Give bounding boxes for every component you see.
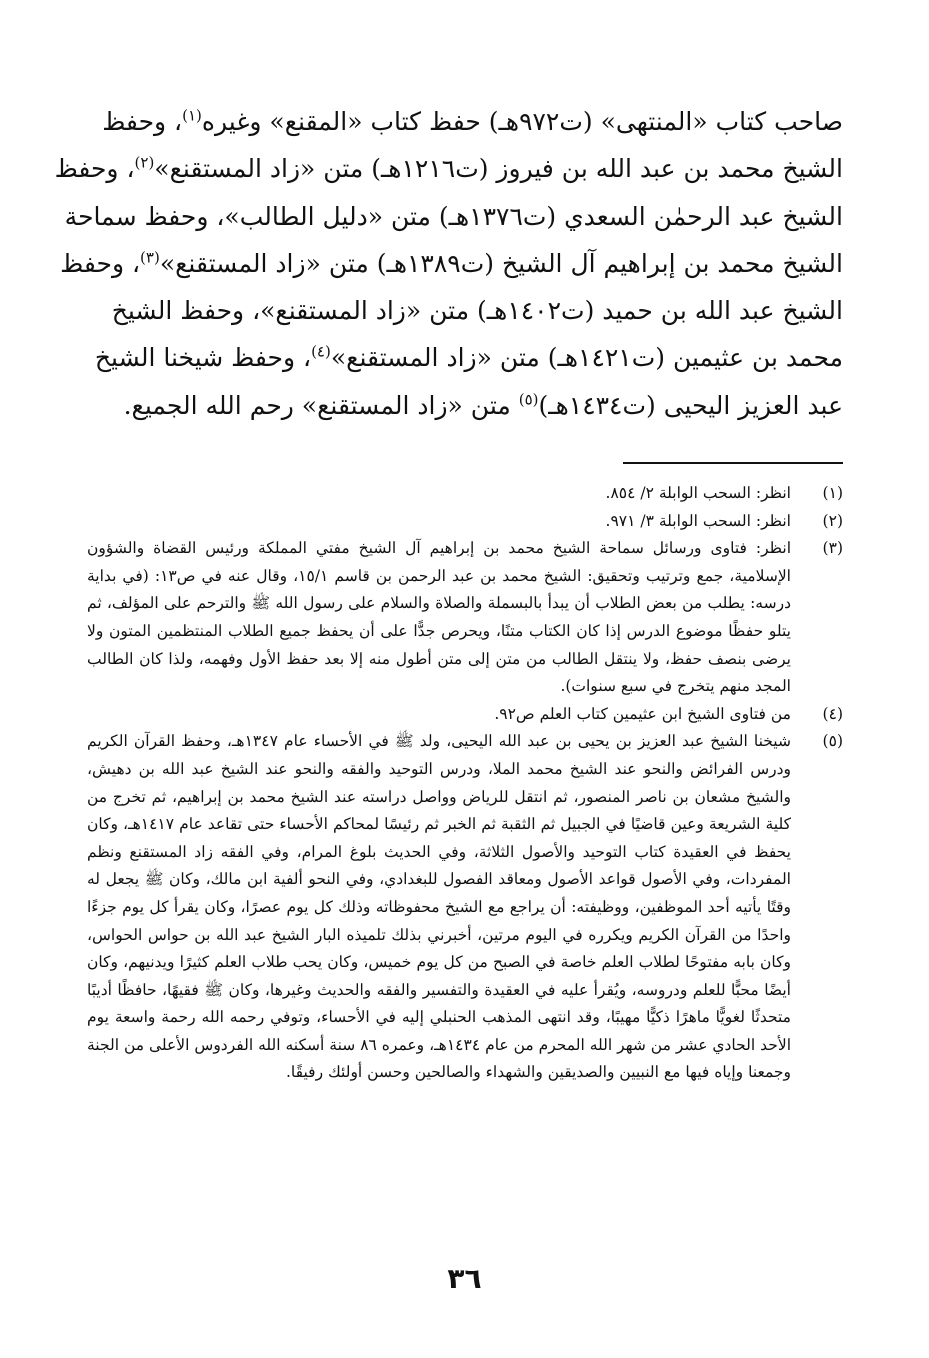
footnote-item (87, 508, 843, 536)
main-line: الشيخ محمد بن عبد الله بن فيروز (ت١٢١٦هـ) متن «زاد المستقنع»$^{(٢)}$، وحفظ (54, 153, 843, 184)
footnote-item (87, 480, 843, 508)
main-line: عبد العزيز اليحيى (ت١٤٣٤هـ)$^{(٥)}$ متن «زاد المستقنع» رحم الله الجميع. (123, 390, 843, 420)
main-line: الشيخ عبد الرحمٰن السعدي (ت١٣٧٦هـ) متن «دليل الطالب»، وحفظ سماحة (64, 201, 843, 231)
main-paragraph (54, 98, 843, 429)
main-line: الشيخ محمد بن إبراهيم آل الشيخ (ت١٣٨٩هـ) متن «زاد المستقنع»$^{(٣)}$، وحفظ (60, 248, 843, 278)
page-number: ٣٦ (447, 1262, 482, 1295)
footnote-text: انظر: السحب الوابلة ٢/ ٨٥٤. (605, 484, 791, 502)
footnote-ref[interactable]: (٤) (311, 343, 331, 362)
footnote-text: انظر: السحب الوابلة ٣/ ٩٧١. (605, 511, 791, 530)
footnote-ref[interactable]: (٢) (134, 153, 155, 172)
footnote-item (87, 728, 843, 1087)
footnote-ref[interactable]: (٣) (140, 248, 160, 267)
footnote-item (87, 535, 843, 701)
main-line: صاحب كتاب «المنتهى» (ت٩٧٢هـ) حفظ كتاب «المقنع» وغيره$^{(١)}$، وحفظ (102, 106, 843, 136)
footnote-number: (٢) (822, 511, 843, 530)
footnote-separator (623, 462, 843, 464)
footnote-number: (٣) (822, 539, 843, 558)
footnote-text: من فتاوى الشيخ ابن عثيمين كتاب العلم ص٩٢. (494, 704, 791, 723)
footnote-item (87, 701, 843, 729)
footnote-number: (٥) (822, 732, 843, 751)
footnote-text: انظر: فتاوى ورسائل سماحة الشيخ محمد بن إبراهيم آل الشيخ مفتي المملكة ورئيس القضاة والشؤون الإسلامية، جمع وترتيب وتحقيق: الشيخ محمد بن عبد الرحمن بن قاسم ١٥/١، وقال عنه في ص١٣: (في بداية درسه: يطلب من بعض الطلاب أن يبدأ بالبسملة والصلاة والسلام على رسول الله ﷺ والترحم على المؤلف، ثم يتلو حفظًا موضوع الدرس إذا كان الكتاب متنًا، ويحرص جدًّا على أن يحفظ جميع الطلاب المنتظمين المتون ولا يرضى بنصف حفظ، ولا ينتقل الطالب من متن إلى متن أطول منه إلا بعد حفظ الأول وفهمه، ولذا كان الطالب المجد منهم يتخرج في سبع سنوات). (87, 539, 791, 696)
footnote-number: (٤) (822, 704, 843, 723)
main-line: الشيخ عبد الله بن حميد (ت١٤٠٢هـ) متن «زاد المستقنع»، وحفظ الشيخ (111, 296, 843, 326)
footnote-number: (١) (822, 484, 843, 502)
footnotes-list (87, 480, 843, 1087)
footnote-ref[interactable]: (٥) (518, 390, 539, 409)
main-line: محمد بن عثيمين (ت١٤٢١هـ) متن «زاد المستقنع»$^{(٤)}$، وحفظ شيخنا الشيخ (94, 343, 843, 373)
footnote-ref[interactable]: (١) (182, 106, 202, 125)
footnote-text: شيخنا الشيخ عبد العزيز بن يحيى بن عبد الله اليحيى، ولد ﷺ في الأحساء عام ١٣٤٧هـ، وحفظ القرآن الكريم ودرس الفرائض والنحو عند الشيخ محمد الملا، ودرس التوحيد والفقه والنحو عند الشيخ عبد الله بن دهيش، والشيخ مشعان بن ناصر المنصور، ثم انتقل للرياض وواصل دراسته عند الشيخ محمد بن إبراهيم، ثم تخرج من كلية الشريعة وعين قاضيًا في الجبيل ثم الثقبة ثم الخبر ثم رئيسًا لمحاكم الأحساء حتى تقاعد عام ١٤١٧هـ، وكان يحفظ في العقيدة كتاب التوحيد والأصول الثلاثة، وفي الحديث بلوغ المرام، وفي الفقه زاد المستقنع ونظم المفردات، وفي الأصول قواعد الأصول ومعاقد الفصول للبغدادي، وفي النحو ألفية ابن مالك، وكان ﷺ يجعل له وقتًا يأتيه أحد الموظفين، ووظيفته: أن يراجع مع الشيخ محفوظاته وذلك كل يوم عصرًا، وكان يقرأ كل يوم جزءًا واحدًا من القرآن الكريم ويكرره في اليوم مرتين، أخبرني بذلك تلميذه البار الشيخ عبد الله بن حواس الحواس، وكان بابه مفتوحًا لطلاب العلم خاصة في الصبح من كل يوم خميس، وكان يحب طلاب العلم كثيرًا ويدنيهم، وكان أيضًا محبًّا للعلم ودروسه، ويُقرأ عليه في العقيدة والتفسير والفقه والحديث وغيرها، وكان ﷺ فقيهًا، حافظًا أديبًا متحدثًا لغويًّا ماهرًا ذكيًّا مهيبًا، وقد انتهى المذهب الحنبلي إليه في الأحساء، وتوفي رحمه الله رحمة واسعة يوم الأحد الحادي عشر من شهر الله المحرم من عام ١٤٣٤هـ، وعمره ٨٦ سنة أسكنه الله الفردوس الأعلى من الجنة وجمعنا وإياه فيها مع النبيين والصديقين والشهداء والصالحين وحسن أولئك رفيقًا. (87, 732, 792, 1082)
